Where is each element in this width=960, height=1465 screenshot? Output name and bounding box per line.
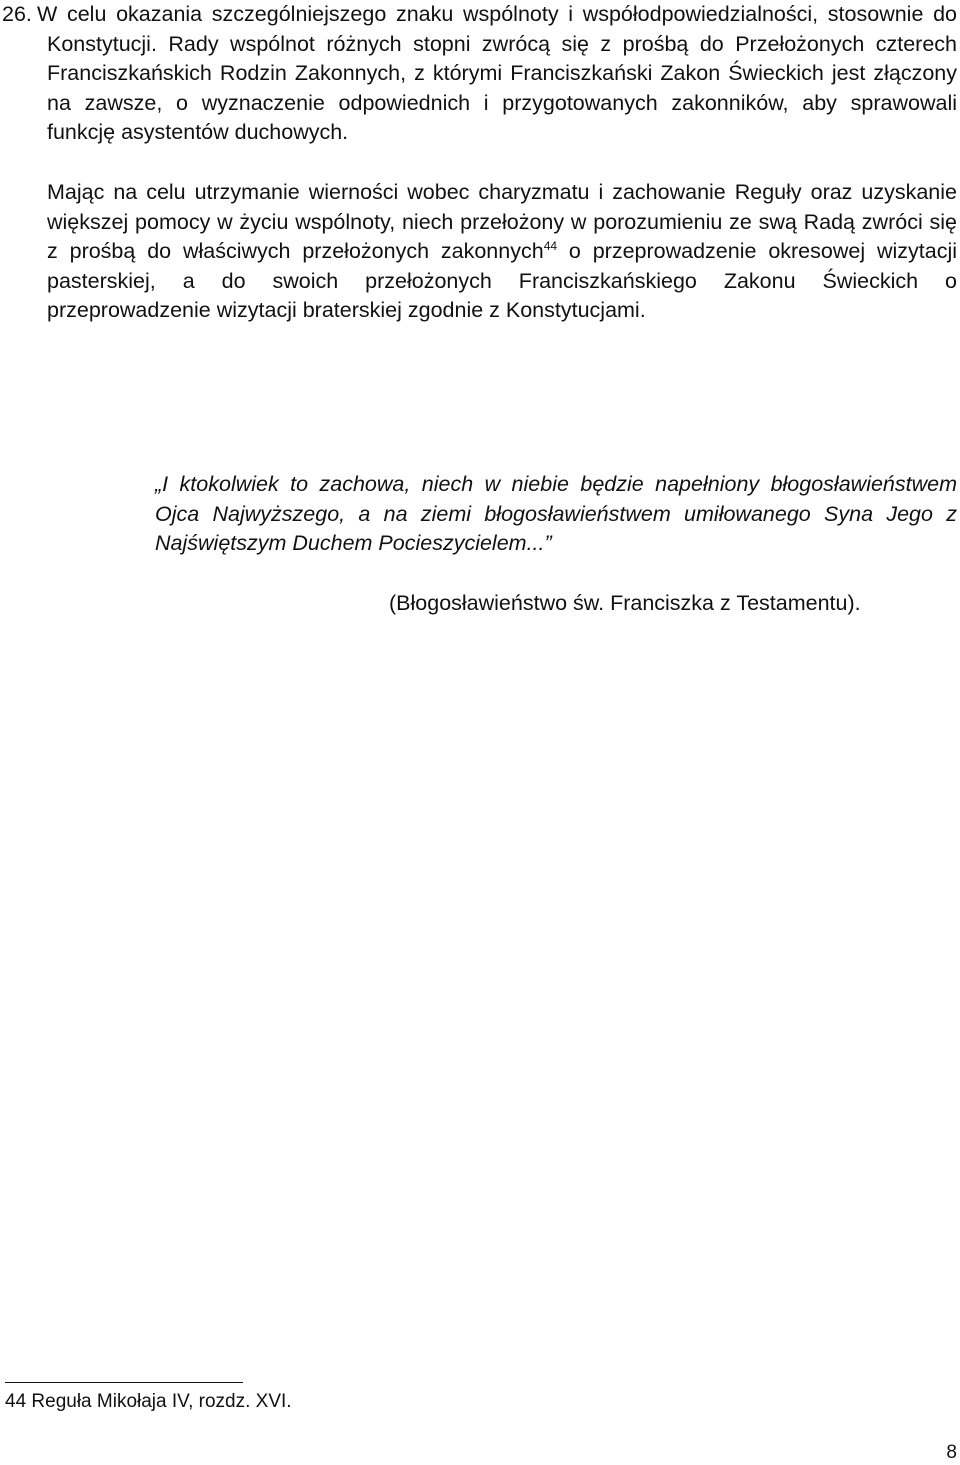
footnote: 44 Reguła Mikołaja IV, rozdz. XVI. [5,1391,292,1412]
article-text: W celu okazania szczególniejszego znaku wspólnoty i współodpowiedzialności, stosownie do Konstytucji. Rady wspólnot różnych stopni zwrócą się z prośbą do Przełożonych czterech Franciszkańskich Rodzin Zakonnych, z którymi Franciszkański Zakon Świeckich jest złączony na zawsze, o wyznaczenie odpowiednich i przygotowanych zakonników, aby sprawowali funkcję asystentów duchowych. [37,2,957,145]
page-number: 8 [946,1442,957,1463]
blessing-source: (Błogosławieństwo św. Franciszka z Testamentu). [389,591,861,615]
footnote-reference[interactable]: 44 [543,239,558,254]
visitation-paragraph [47,178,957,326]
visitation-text-continued: o przeprowadzenie okresowej wizytacji pasterskiej, a do swoich przełożonych Franciszkańskiego Zakonu Świeckich o przeprowadzenie wizytacji braterskiej zgodnie z Konstytucjami. [47,239,957,323]
article-number: 26. [2,2,32,26]
visitation-text: Mając na celu utrzymanie wierności wobec charyzmatu i zachowanie Reguły oraz uzyskanie większej pomocy w życiu wspólnoty, niech przełożony w porozumieniu ze swą Radą zwróci się z prośbą do właściwych przełożonych zakonnych [47,180,957,264]
footnote-separator [5,1382,243,1383]
blessing-quote: „I ktokolwiek to zachowa, niech w niebie będzie napełniony błogosławieństwem Ojca Najwyższego, a na ziemi błogosławieństwem umiłowanego Syna Jego z Najświętszym Duchem Pocieszycielem...” [155,472,957,556]
